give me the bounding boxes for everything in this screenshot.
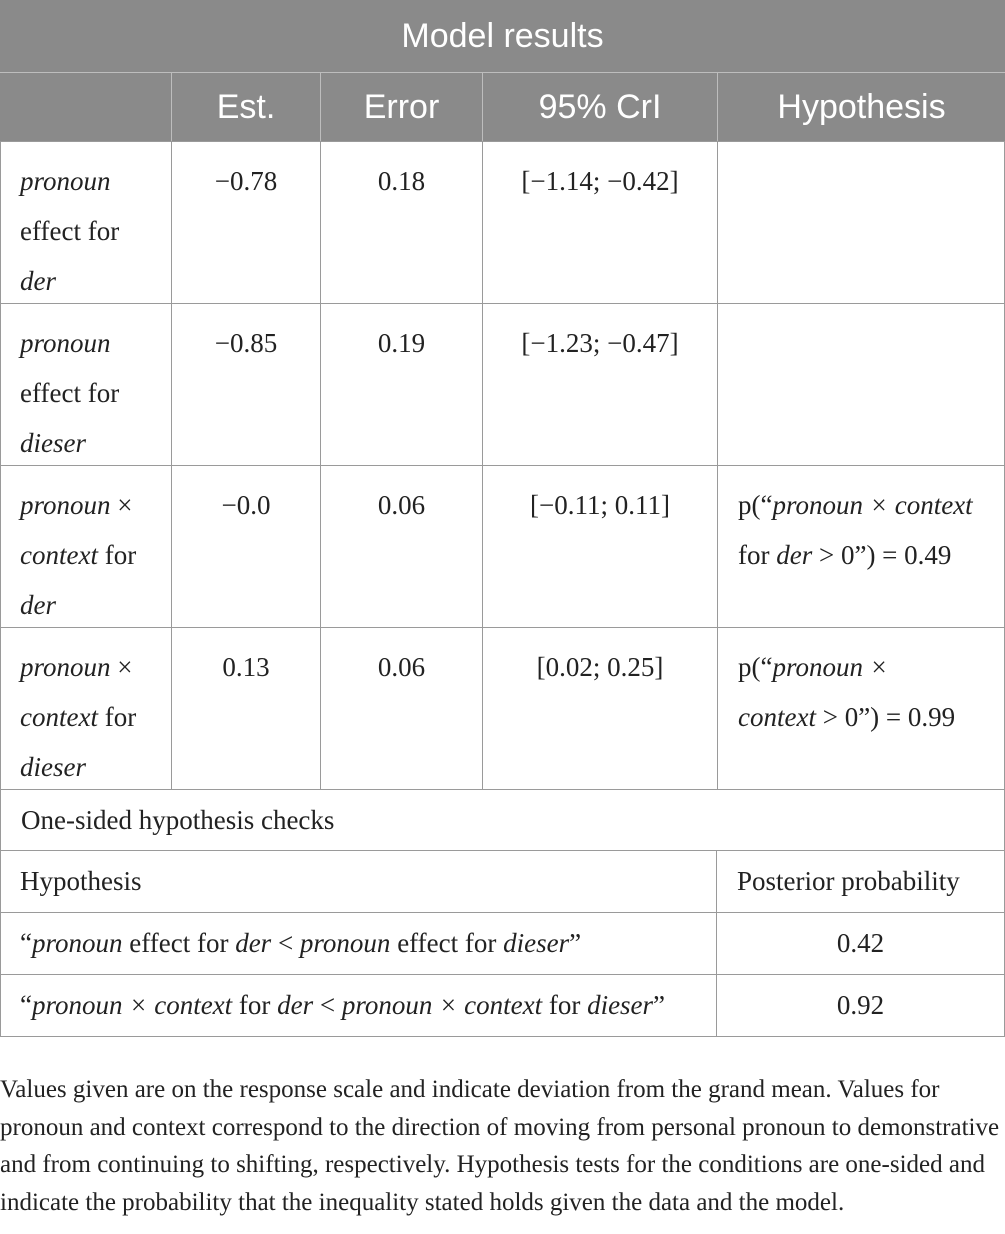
- label-text: ×: [110, 652, 133, 682]
- hyp-text: ”: [653, 990, 666, 1020]
- label-term: context: [20, 540, 98, 570]
- label-term: pronoun: [20, 166, 111, 196]
- column-header-est: Est.: [171, 73, 320, 141]
- error-cell: 0.19: [320, 304, 482, 465]
- est-cell: −0.78: [171, 142, 320, 303]
- label-text: effect for: [20, 378, 120, 408]
- posterior-probability-value: 0.92: [836, 990, 885, 1020]
- column-header-hypothesis: Hypothesis: [717, 73, 1005, 141]
- est-cell: −0.0: [171, 466, 320, 627]
- label-text: ×: [110, 490, 133, 520]
- label-term: context: [20, 702, 98, 732]
- posterior-probability-header: Posterior probability: [737, 866, 960, 896]
- est-cell: 0.13: [171, 628, 320, 789]
- column-header-error: Error: [320, 73, 482, 141]
- label-term: der: [20, 266, 56, 296]
- hyp-text: effect for: [390, 928, 504, 958]
- hyp-text: p(“: [738, 652, 773, 682]
- error-cell: 0.06: [320, 628, 482, 789]
- section-label: One-sided hypothesis checks: [0, 789, 1005, 850]
- posterior-probability-value: 0.42: [836, 928, 885, 958]
- table-title: Model results: [0, 0, 1005, 73]
- label-text: for: [97, 702, 137, 732]
- error-cell: 0.18: [320, 142, 482, 303]
- column-header-label: [0, 73, 171, 141]
- cri-cell: [−0.11; 0.11]: [482, 466, 717, 627]
- hyp-term: pronoun × context: [341, 990, 543, 1020]
- error-cell: 0.06: [320, 466, 482, 627]
- hyp-text: “: [20, 928, 32, 958]
- hyp-term: pronoun: [31, 928, 123, 958]
- hyp-text: ”: [569, 928, 582, 958]
- hyp-term: context: [738, 702, 816, 732]
- row-label: [0, 304, 171, 465]
- hypothesis-statement: [1, 975, 717, 1036]
- hypothesis-cell: [717, 304, 1005, 465]
- row-label: [0, 466, 171, 627]
- label-term: dieser: [20, 752, 86, 782]
- hyp-text: > 0”) = 0.99: [815, 702, 956, 732]
- est-cell: −0.85: [171, 304, 320, 465]
- hypothesis-row: [0, 912, 1005, 974]
- cri-cell: [−1.23; −0.47]: [482, 304, 717, 465]
- hyp-term: pronoun ×: [772, 652, 888, 682]
- hyp-term: pronoun × context: [31, 990, 233, 1020]
- hyp-text: > 0”) = 0.49: [812, 540, 952, 570]
- label-term: pronoun: [20, 652, 111, 682]
- hyp-term: der: [776, 540, 813, 570]
- hypothesis-statement: [1, 913, 717, 974]
- column-headers: [0, 73, 1005, 141]
- label-text: for: [97, 540, 137, 570]
- label-term: pronoun: [20, 328, 111, 358]
- row-label: [0, 142, 171, 303]
- hyp-term: dieser: [503, 928, 570, 958]
- label-term: der: [20, 590, 56, 620]
- hypothesis-header-row: [0, 850, 1005, 912]
- hyp-text: “: [20, 990, 32, 1020]
- hyp-term: der: [235, 928, 272, 958]
- hyp-text: effect for: [122, 928, 236, 958]
- hyp-text: <: [313, 990, 342, 1020]
- hyp-text: <: [271, 928, 300, 958]
- cri-cell: [0.02; 0.25]: [482, 628, 717, 789]
- table-row: [0, 465, 1005, 627]
- cri-cell: [−1.14; −0.42]: [482, 142, 717, 303]
- hypothesis-header: Hypothesis: [1, 851, 717, 912]
- row-label: [0, 628, 171, 789]
- hyp-text: for: [738, 540, 777, 570]
- hyp-term: pronoun × context: [772, 490, 973, 520]
- hypothesis-cell: [717, 466, 1005, 627]
- hyp-text: p(“: [738, 490, 773, 520]
- table-footnote: Values given are on the response scale and indicate deviation from the grand mean. Values for pronoun and context correspond to the direction of moving from personal pronoun to demonstrative and from continuing to shifting, respectively. Hypothesis tests for the conditions are one-sided and indicate the probability that the inequality stated holds given the data and the model.: [0, 1076, 1000, 1216]
- hypothesis-row: [0, 974, 1005, 1037]
- hyp-text: for: [232, 990, 278, 1020]
- hyp-term: pronoun: [299, 928, 391, 958]
- hypothesis-cell: [717, 628, 1005, 789]
- table-row: [0, 141, 1005, 303]
- hyp-text: for: [542, 990, 588, 1020]
- label-text: effect for: [20, 216, 120, 246]
- hyp-term: der: [277, 990, 314, 1020]
- hyp-term: dieser: [587, 990, 654, 1020]
- label-term: dieser: [20, 428, 86, 458]
- table-header: [0, 0, 1005, 141]
- table-row: [0, 303, 1005, 465]
- table-row: [0, 627, 1005, 789]
- label-term: pronoun: [20, 490, 111, 520]
- column-header-cri: 95% CrI: [482, 73, 717, 141]
- hypothesis-cell: [717, 142, 1005, 303]
